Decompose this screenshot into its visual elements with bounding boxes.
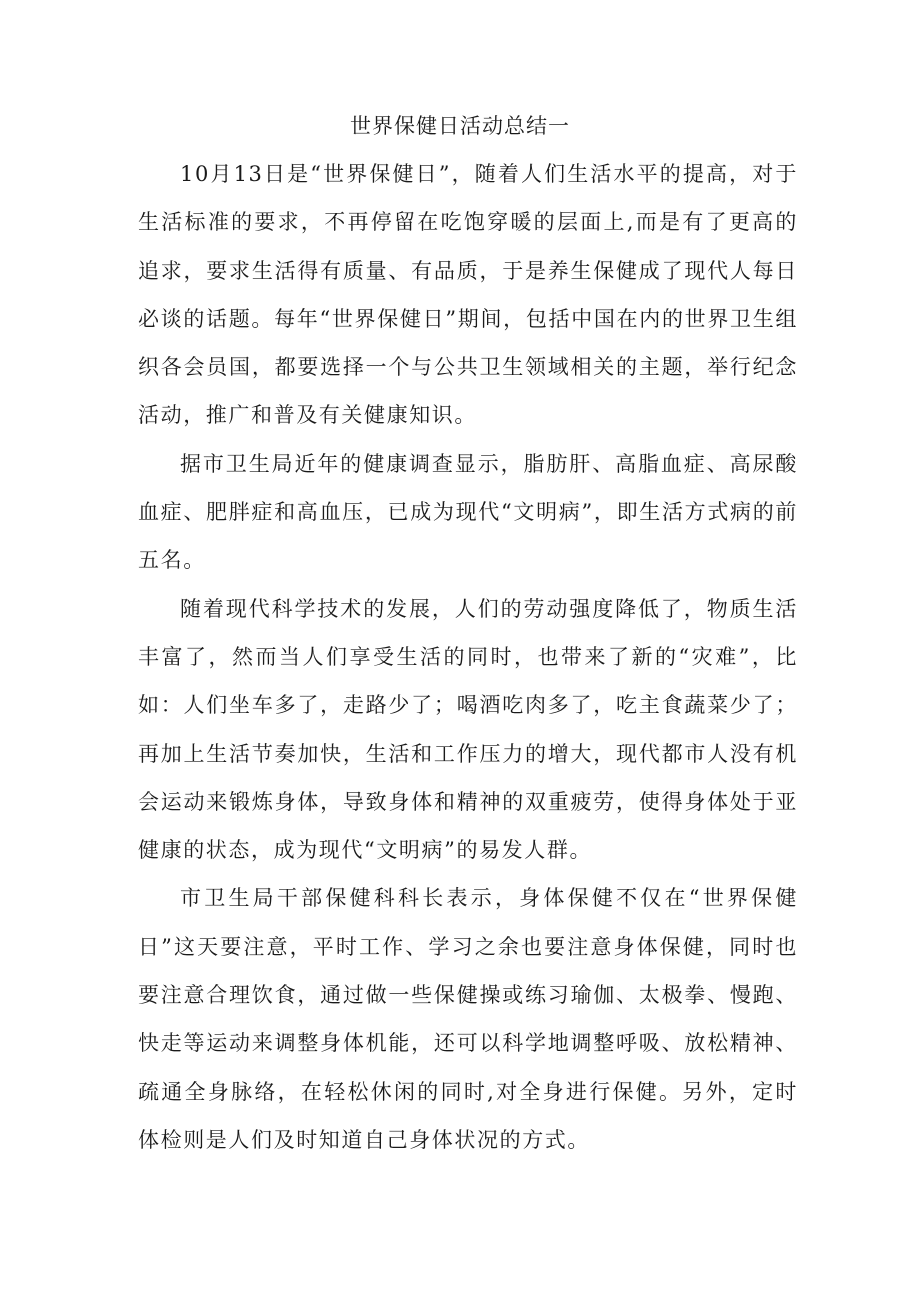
paragraph-advice: 市卫生局干部保健科科长表示，身体保健不仅在“世界保健日”这天要注意，平时工作、学习之余也要注意身体保健，同时也要注意合理饮食，通过做一些保健操或练习瑜伽、太极拳、慢跑、快走等运动来调整身体机能，还可以科学地调整呼吸、放松精神、疏通全身脉络，在轻松休闲的同时,对全身进行保健。另外，定时体检则是人们及时知道自己身体状况的方式。 xyxy=(138,886,798,1152)
paragraph-lifestyle: 随着现代科学技术的发展，人们的劳动强度降低了，物质生活丰富了，然而当人们享受生活的同时，也带来了新的“灾难”，比如：人们坐车多了，走路少了；喝酒吃肉多了，吃主食蔬菜少了；再加上生活节奏加快，生活和工作压力的增大，现代都市人没有机会运动来锻炼身体，导致身体和精神的双重疲劳，使得身体处于亚健康的状态，成为现代“文明病”的易发人群。 xyxy=(138,596,798,863)
paragraph-survey: 据市卫生局近年的健康调查显示，脂肪肝、高脂血症、高尿酸血症、肥胖症和高血压，已成为现代“文明病”，即生活方式病的前五名。 xyxy=(138,451,798,573)
paragraph-intro: 10月13日是“世界保健日”，随着人们生活水平的提高，对于生活标准的要求，不再停留在吃饱穿暖的层面上,而是有了更高的追求，要求生活得有质量、有品质，于是养生保健成了现代人每日必谈的话题。每年“世界保健日”期间，包括中国在内的世界卫生组织各会员国，都要选择一个与公共卫生领域相关的主题，举行纪念活动，推广和普及有关健康知识。 xyxy=(138,162,798,428)
document-title: 世界保健日活动总结一 xyxy=(350,114,570,138)
document-body xyxy=(138,150,798,1164)
